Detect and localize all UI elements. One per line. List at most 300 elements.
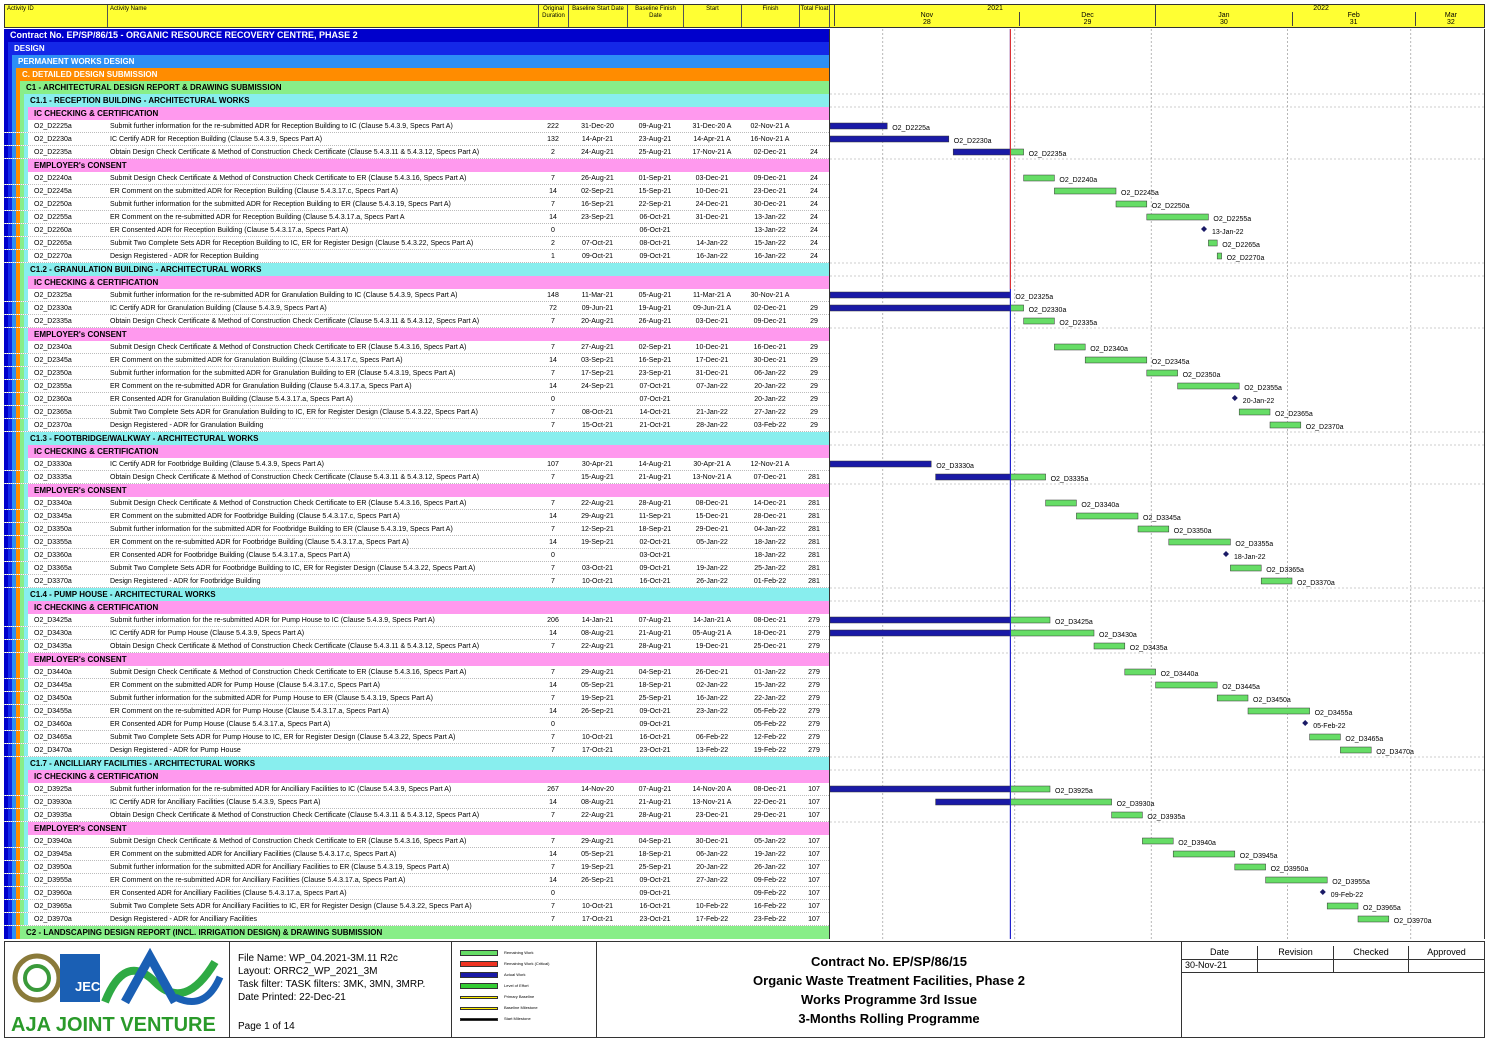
- actual-bar[interactable]: [953, 149, 1010, 155]
- wbs-indent: [24, 458, 28, 471]
- wbs-band-title: EMPLOYER's CONSENT: [34, 486, 127, 495]
- wbs-band-row[interactable]: [4, 445, 829, 458]
- wbs-indent: [24, 549, 28, 562]
- actual-bar[interactable]: [830, 123, 887, 129]
- bar-label: O2_D2245a: [1121, 190, 1159, 197]
- actual-bar[interactable]: [830, 786, 1010, 792]
- remaining-bar[interactable]: [1230, 565, 1261, 571]
- activity-row[interactable]: [4, 523, 829, 536]
- wbs-band-title: EMPLOYER's CONSENT: [34, 655, 127, 664]
- activity-row[interactable]: [4, 731, 829, 744]
- actual-bar[interactable]: [936, 474, 1011, 480]
- finish-date: 08-Dec-21: [753, 786, 787, 793]
- activity-row[interactable]: [4, 614, 829, 627]
- activity-row[interactable]: [4, 380, 829, 393]
- bar-label: 09-Feb-22: [1330, 892, 1364, 899]
- total-float: 107: [808, 812, 820, 819]
- original-duration: 72: [549, 305, 557, 312]
- activity-row[interactable]: [4, 900, 829, 913]
- wbs-band-title: DESIGN: [14, 44, 45, 53]
- activity-row[interactable]: [4, 406, 829, 419]
- finish-date: 15-Jan-22: [754, 240, 786, 247]
- activity-row[interactable]: [4, 393, 829, 406]
- bar-label: O2_D3955a: [1332, 879, 1370, 886]
- activity-id: O2_D2260a: [34, 227, 72, 234]
- actual-bar[interactable]: [830, 461, 931, 467]
- remaining-bar[interactable]: [1340, 747, 1371, 753]
- remaining-bar[interactable]: [1024, 318, 1055, 324]
- start-date: 20-Jan-22: [696, 864, 728, 871]
- baseline-finish: 23-Oct-21: [639, 916, 671, 923]
- activity-name: ER Consented ADR for Granulation Building (Clause 5.4.3.17.a, Specs Part A): [110, 396, 353, 403]
- baseline-start: 07-Oct-21: [581, 240, 614, 247]
- wbs-band-row[interactable]: [4, 601, 829, 614]
- col-total-float[interactable]: Total Float: [800, 5, 830, 27]
- activity-id: O2_D3970a: [34, 916, 72, 923]
- original-duration: 7: [551, 500, 555, 507]
- remaining-bar[interactable]: [1094, 643, 1125, 649]
- activity-name: ER Comment on the re-submitted ADR for Granulation Building (Clause 5.4.3.17.a, Specs Part A): [110, 383, 412, 390]
- activity-row[interactable]: [4, 354, 829, 367]
- start-date: [683, 393, 741, 406]
- remaining-bar[interactable]: [1147, 370, 1178, 376]
- activity-row[interactable]: [4, 783, 829, 796]
- remaining-bar[interactable]: [1169, 539, 1231, 545]
- start-date: 17-Dec-21: [695, 357, 729, 364]
- wbs-band-title: C. DETAILED DESIGN SUBMISSION: [22, 70, 158, 79]
- original-duration: 7: [551, 838, 555, 845]
- start-date: 24-Dec-21: [695, 201, 729, 208]
- activity-row[interactable]: [4, 497, 829, 510]
- finish-date: 08-Dec-21: [753, 617, 787, 624]
- remaining-bar[interactable]: [1010, 630, 1094, 636]
- actual-bar[interactable]: [936, 799, 1011, 805]
- page-number: Page 1 of 14: [238, 1021, 295, 1032]
- remaining-bar[interactable]: [1217, 253, 1221, 259]
- remaining-bar[interactable]: [1156, 682, 1218, 688]
- activity-row[interactable]: [4, 796, 829, 809]
- total-float: 281: [808, 526, 820, 533]
- activity-name: Submit further information for the submitted ADR for Pump House to ER (Clause 5.4.3.19, Specs Part A): [110, 695, 433, 702]
- activity-row[interactable]: [4, 341, 829, 354]
- activity-row[interactable]: [4, 367, 829, 380]
- activity-row[interactable]: [4, 640, 829, 653]
- rev-date-header: Date: [1182, 946, 1258, 960]
- activity-name: IC Certify ADR for Ancilliary Facilities (Clause 5.4.3.9, Specs Part A): [110, 799, 321, 806]
- wbs-band-title: C1 - ARCHITECTURAL DESIGN REPORT & DRAWING SUBMISSION: [26, 83, 282, 92]
- finish-date: 19-Feb-22: [753, 747, 787, 754]
- wbs-band-row[interactable]: [4, 29, 829, 42]
- wbs-indent: [24, 783, 28, 796]
- wbs-band-row[interactable]: [4, 757, 829, 770]
- activity-id: O2_D3450a: [34, 695, 72, 702]
- remaining-bar[interactable]: [1208, 240, 1217, 246]
- legend-label: Actual Work: [504, 972, 526, 977]
- baseline-start: 08-Aug-21: [581, 630, 614, 637]
- remaining-bar[interactable]: [1010, 474, 1045, 480]
- col-original-duration[interactable]: Original Duration: [539, 5, 569, 27]
- baseline-start: 17-Oct-21: [581, 916, 614, 923]
- remaining-bar[interactable]: [1266, 877, 1328, 883]
- remaining-bar[interactable]: [1138, 526, 1169, 532]
- baseline-finish: 18-Sep-21: [638, 682, 672, 689]
- activity-row[interactable]: [4, 692, 829, 705]
- milestone-diamond[interactable]: [1201, 226, 1207, 232]
- activity-row[interactable]: [4, 562, 829, 575]
- baseline-start: 16-Sep-21: [581, 201, 614, 208]
- wbs-band-row[interactable]: [4, 484, 829, 497]
- remaining-bar[interactable]: [1010, 617, 1050, 623]
- wbs-indent: [24, 835, 28, 848]
- activity-row[interactable]: [4, 718, 829, 731]
- month-label: Feb: [1292, 12, 1415, 19]
- finish-date: 30-Dec-21: [753, 201, 787, 208]
- activity-row[interactable]: [4, 146, 829, 159]
- remaining-bar[interactable]: [1239, 409, 1270, 415]
- activity-id: O2_D3945a: [34, 851, 72, 858]
- baseline-finish: 14-Aug-21: [638, 461, 672, 468]
- legend-swatch: [460, 972, 498, 978]
- wbs-indent: [24, 393, 28, 406]
- original-duration: 7: [551, 318, 555, 325]
- actual-bar[interactable]: [830, 630, 1010, 636]
- remaining-bar[interactable]: [1261, 578, 1292, 584]
- baseline-finish: 16-Oct-21: [639, 578, 671, 585]
- total-float: 281: [808, 552, 820, 559]
- bar-label: O2_D3435a: [1129, 645, 1168, 652]
- bar-label: O2_D3430a: [1099, 632, 1137, 639]
- col-finish[interactable]: Finish: [742, 5, 800, 27]
- bar-label: 05-Feb-22: [1313, 723, 1346, 730]
- activity-row[interactable]: [4, 471, 829, 484]
- remaining-bar[interactable]: [1147, 214, 1209, 220]
- remaining-bar[interactable]: [1010, 305, 1023, 311]
- bar-label: O2_D3455a: [1314, 710, 1353, 717]
- bar-label: O2_D2325a: [1015, 294, 1054, 301]
- wbs-band-row[interactable]: [4, 653, 829, 666]
- milestone-diamond[interactable]: [1320, 889, 1326, 895]
- total-float: 107: [808, 890, 820, 897]
- baseline-start: [568, 393, 627, 406]
- total-float: 281: [808, 474, 820, 481]
- remaining-bar[interactable]: [1217, 695, 1248, 701]
- activity-name: Submit Two Complete Sets ADR for Ancilliary Facilities to IC, ER for Register Design (Clause 5.4.3.22, Specs Part A): [110, 903, 472, 910]
- activity-row[interactable]: [4, 835, 829, 848]
- wbs-band-row[interactable]: [4, 432, 829, 445]
- finish-date: 30-Dec-21: [753, 357, 787, 364]
- activity-id: O2_D3430a: [34, 630, 72, 637]
- original-duration: 7: [551, 695, 555, 702]
- remaining-bar[interactable]: [1178, 383, 1240, 389]
- baseline-start: 27-Aug-21: [581, 344, 614, 351]
- start-date: 05-Jan-22: [696, 539, 728, 546]
- baseline-start: [568, 887, 627, 900]
- remaining-bar[interactable]: [1125, 669, 1156, 675]
- remaining-bar[interactable]: [1310, 734, 1341, 740]
- remaining-bar[interactable]: [1327, 903, 1358, 909]
- activity-row[interactable]: [4, 211, 829, 224]
- original-duration: 14: [549, 682, 557, 689]
- wbs-indent: [24, 406, 28, 419]
- original-duration: 14: [549, 383, 557, 390]
- start-date: 03-Dec-21: [695, 175, 729, 182]
- activity-id: O2_D3925a: [34, 786, 72, 793]
- finish-date: 13-Jan-22: [754, 227, 786, 234]
- baseline-finish: 01-Sep-21: [638, 175, 672, 182]
- activity-row[interactable]: [4, 315, 829, 328]
- activity-id: O2_D3435a: [34, 643, 72, 650]
- wbs-band-title: C1.7 - ANCILLIARY FACILITIES - ARCHITECTURAL WORKS: [30, 759, 256, 768]
- activity-row[interactable]: [4, 861, 829, 874]
- actual-bar[interactable]: [830, 617, 1010, 623]
- finish-date: 03-Feb-22: [753, 422, 787, 429]
- total-float: 29: [810, 383, 818, 390]
- remaining-bar[interactable]: [1024, 175, 1055, 181]
- finish-date: 01-Jan-22: [754, 669, 786, 676]
- start-date: 27-Jan-22: [696, 877, 728, 884]
- activity-name: IC Certify ADR for Granulation Building (Clause 5.4.3.9, Specs Part A): [110, 305, 327, 312]
- bar-label: O2_D3925a: [1055, 788, 1093, 795]
- remaining-bar[interactable]: [1010, 149, 1023, 155]
- wbs-indent: [24, 887, 28, 900]
- activity-row[interactable]: [4, 172, 829, 185]
- wbs-band-row[interactable]: [4, 42, 829, 55]
- activity-row[interactable]: [4, 289, 829, 302]
- original-duration: 14: [549, 630, 557, 637]
- actual-bar[interactable]: [830, 292, 1010, 298]
- baseline-start: 14-Jan-21: [581, 617, 614, 624]
- remaining-bar[interactable]: [1116, 201, 1147, 207]
- remaining-bar[interactable]: [1054, 344, 1085, 350]
- start-date: 10-Feb-22: [695, 903, 729, 910]
- baseline-start: [568, 718, 627, 731]
- wbs-band-row[interactable]: [4, 68, 829, 81]
- activity-name: Submit Design Check Certificate & Method of Construction Check Certificate to ER (Clause 5.4.3.16, Specs Part A): [110, 669, 467, 676]
- activity-name: Submit Two Complete Sets ADR for Footbridge Building to IC, ER for Register Design (Clause 5.4.3.22, Specs Part A): [110, 565, 476, 572]
- activity-row[interactable]: [4, 744, 829, 757]
- activity-row[interactable]: [4, 133, 829, 146]
- baseline-finish: 21-Aug-21: [638, 630, 672, 637]
- wbs-indent: [24, 666, 28, 679]
- wbs-band-row[interactable]: [4, 276, 829, 289]
- activity-row[interactable]: [4, 887, 829, 900]
- col-activity-name[interactable]: Activity Name: [108, 5, 539, 27]
- wbs-band-title: IC CHECKING & CERTIFICATION: [34, 772, 159, 781]
- activity-id: O2_D3950a: [34, 864, 72, 871]
- remaining-bar[interactable]: [1085, 357, 1147, 363]
- bar-label: O2_D2225a: [892, 125, 930, 132]
- activity-name: Obtain Design Check Certificate & Method of Construction Check Certificate (Clause 5.4.3.11 & 5.4.3.12, Specs Part A): [110, 149, 480, 156]
- total-float: [799, 120, 829, 133]
- total-float: 279: [808, 669, 820, 676]
- baseline-finish: 15-Sep-21: [638, 188, 672, 195]
- finish-date: 07-Dec-21: [753, 474, 787, 481]
- file-info: [230, 942, 452, 1037]
- milestone-diamond[interactable]: [1223, 551, 1229, 557]
- column-header-bar: [4, 4, 1485, 28]
- total-float: 281: [808, 513, 820, 520]
- baseline-finish: 28-Aug-21: [638, 812, 672, 819]
- milestone-diamond[interactable]: [1302, 720, 1308, 726]
- remaining-bar[interactable]: [1054, 188, 1116, 194]
- wbs-band-row[interactable]: [4, 55, 829, 68]
- wbs-band-row[interactable]: [4, 263, 829, 276]
- activity-id: O2_D2250a: [34, 201, 72, 208]
- col-start[interactable]: Start: [684, 5, 742, 27]
- remaining-bar[interactable]: [1358, 916, 1389, 922]
- wbs-indent: [28, 653, 829, 666]
- wbs-band-row[interactable]: [4, 822, 829, 835]
- actual-bar[interactable]: [830, 305, 1010, 311]
- activity-row[interactable]: [4, 666, 829, 679]
- activity-name: Submit further information for the submitted ADR for Ancilliary Facilities to ER (Clause 5.4.3.19, Specs Part A): [110, 864, 450, 871]
- activity-row[interactable]: [4, 848, 829, 861]
- remaining-bar[interactable]: [1142, 838, 1173, 844]
- activity-name: ER Consented ADR for Ancilliary Facilities (Clause 5.4.3.17.a, Specs Part A): [110, 890, 347, 897]
- remaining-bar[interactable]: [1235, 864, 1266, 870]
- start-date: [683, 887, 741, 900]
- remaining-bar[interactable]: [1173, 851, 1235, 857]
- wbs-band-row[interactable]: [4, 328, 829, 341]
- total-float: 107: [808, 903, 820, 910]
- baseline-start: 12-Sep-21: [581, 526, 614, 533]
- remaining-bar[interactable]: [1112, 812, 1143, 818]
- activity-row[interactable]: [4, 627, 829, 640]
- baseline-finish: 07-Oct-21: [639, 383, 671, 390]
- wbs-band-row[interactable]: [4, 588, 829, 601]
- activity-row[interactable]: [4, 302, 829, 315]
- week-label: 29: [1019, 19, 1155, 26]
- activity-row[interactable]: [4, 913, 829, 926]
- col-baseline-finish[interactable]: Baseline Finish Date: [628, 5, 684, 27]
- activity-row[interactable]: [4, 458, 829, 471]
- col-baseline-start[interactable]: Baseline Start Date: [569, 5, 628, 27]
- activity-row[interactable]: [4, 874, 829, 887]
- activity-row[interactable]: [4, 198, 829, 211]
- baseline-finish: 09-Oct-21: [639, 890, 671, 897]
- baseline-finish: 09-Oct-21: [639, 877, 671, 884]
- baseline-start: 05-Sep-21: [581, 682, 614, 689]
- activity-name: Submit Two Complete Sets ADR for Granulation Building to IC, ER for Register Design (Clause 5.4.3.22, Specs Part A): [110, 409, 478, 416]
- gantt-chart: [829, 29, 1485, 939]
- bar-label: O2_D2240a: [1059, 177, 1098, 184]
- legend-swatch: [460, 1018, 498, 1021]
- remaining-bar[interactable]: [1010, 799, 1111, 805]
- rev-cell: [1334, 959, 1409, 973]
- title-line-4: 3-Months Rolling Programme: [798, 1011, 980, 1026]
- actual-bar[interactable]: [830, 136, 949, 142]
- activity-row[interactable]: [4, 419, 829, 432]
- remaining-bar[interactable]: [1248, 708, 1310, 714]
- activity-name: Obtain Design Check Certificate & Method of Construction Check Certificate (Clause 5.4.3.11 & 5.4.3.12, Specs Part A): [110, 318, 480, 325]
- wbs-band-title: C1.1 - RECEPTION BUILDING - ARCHITECTURAL WORKS: [30, 96, 250, 105]
- remaining-bar[interactable]: [1270, 422, 1301, 428]
- total-float: 279: [808, 630, 820, 637]
- wbs-band-row[interactable]: [4, 94, 829, 107]
- original-duration: 7: [551, 474, 555, 481]
- remaining-bar[interactable]: [1010, 786, 1050, 792]
- activity-row[interactable]: [4, 237, 829, 250]
- original-duration: 7: [551, 409, 555, 416]
- total-float: [799, 133, 829, 146]
- baseline-start: 31-Dec-20: [581, 123, 614, 130]
- legend-swatch: [460, 961, 498, 967]
- bar-label: O2_D3440a: [1160, 671, 1199, 678]
- activity-row[interactable]: [4, 510, 829, 523]
- activity-row[interactable]: [4, 536, 829, 549]
- activity-name: Design Registered - ADR for Footbridge Building: [110, 578, 261, 585]
- bar-label: O2_D3935a: [1147, 814, 1186, 821]
- activity-name: Submit further information for the submitted ADR for Footbridge Building to ER (Clause 5.4.3.19, Specs Part A): [110, 526, 453, 533]
- activity-name: ER Comment on the submitted ADR for Granulation Building (Clause 5.4.3.17.c, Specs Part A): [110, 357, 403, 364]
- wbs-band-row[interactable]: [4, 159, 829, 172]
- original-duration: 148: [547, 292, 559, 299]
- wbs-band-title: IC CHECKING & CERTIFICATION: [34, 278, 159, 287]
- col-activity-id[interactable]: Activity ID: [5, 5, 108, 27]
- baseline-finish: 11-Sep-21: [638, 513, 672, 520]
- bar-label: O2_D3950a: [1270, 866, 1309, 873]
- activity-id: O2_D3960a: [34, 890, 72, 897]
- wbs-band-title: C1.2 - GRANULATION BUILDING - ARCHITECTURAL WORKS: [30, 265, 262, 274]
- activity-row[interactable]: [4, 224, 829, 237]
- activity-id: O2_D3955a: [34, 877, 72, 884]
- milestone-diamond[interactable]: [1232, 395, 1238, 401]
- baseline-finish: 19-Aug-21: [638, 305, 672, 312]
- total-float: 29: [810, 318, 818, 325]
- activity-row[interactable]: [4, 575, 829, 588]
- baseline-start: 15-Oct-21: [581, 422, 614, 429]
- start-date: 02-Jan-22: [696, 682, 728, 689]
- baseline-start: 24-Aug-21: [581, 149, 614, 156]
- start-date: 16-Jan-22: [696, 253, 728, 260]
- gantt-svg: [830, 29, 1486, 939]
- baseline-finish: 03-Oct-21: [639, 552, 671, 559]
- wbs-band-row[interactable]: [4, 926, 829, 939]
- wbs-band-row[interactable]: [4, 107, 829, 120]
- activity-id: O2_D3465a: [34, 734, 72, 741]
- total-float: 279: [808, 747, 820, 754]
- wbs-band-row[interactable]: [4, 81, 829, 94]
- rev-approved-header: Approved: [1409, 946, 1484, 960]
- bar-label: O2_D2270a: [1226, 255, 1265, 262]
- title-line-2: Organic Waste Treatment Facilities, Phase 2: [753, 973, 1025, 988]
- remaining-bar[interactable]: [1076, 513, 1138, 519]
- baseline-start: 26-Aug-21: [581, 175, 614, 182]
- week-label: 31: [1292, 19, 1415, 26]
- wbs-indent: [24, 575, 28, 588]
- baseline-finish: 18-Sep-21: [638, 526, 672, 533]
- activity-row[interactable]: [4, 120, 829, 133]
- total-float: 107: [808, 838, 820, 845]
- rev-date: 30-Nov-21: [1182, 959, 1258, 973]
- activity-row[interactable]: [4, 250, 829, 263]
- remaining-bar[interactable]: [1046, 500, 1077, 506]
- start-date: 31-Dec-20 A: [692, 123, 732, 130]
- wbs-indent: [24, 744, 28, 757]
- activity-row[interactable]: [4, 679, 829, 692]
- activity-name: Submit further information for the re-submitted ADR for Pump House to IC (Clause 5.4.3.9, Specs Part A): [110, 617, 435, 624]
- baseline-start: 23-Sep-21: [581, 214, 614, 221]
- activity-row[interactable]: [4, 809, 829, 822]
- activity-row[interactable]: [4, 185, 829, 198]
- activity-row[interactable]: [4, 549, 829, 562]
- activity-row[interactable]: [4, 705, 829, 718]
- bar-label: 13-Jan-22: [1212, 229, 1244, 236]
- wbs-indent: [24, 861, 28, 874]
- activity-id: O2_D2355a: [34, 383, 72, 390]
- start-date: 19-Jan-22: [696, 565, 728, 572]
- wbs-band-row[interactable]: [4, 770, 829, 783]
